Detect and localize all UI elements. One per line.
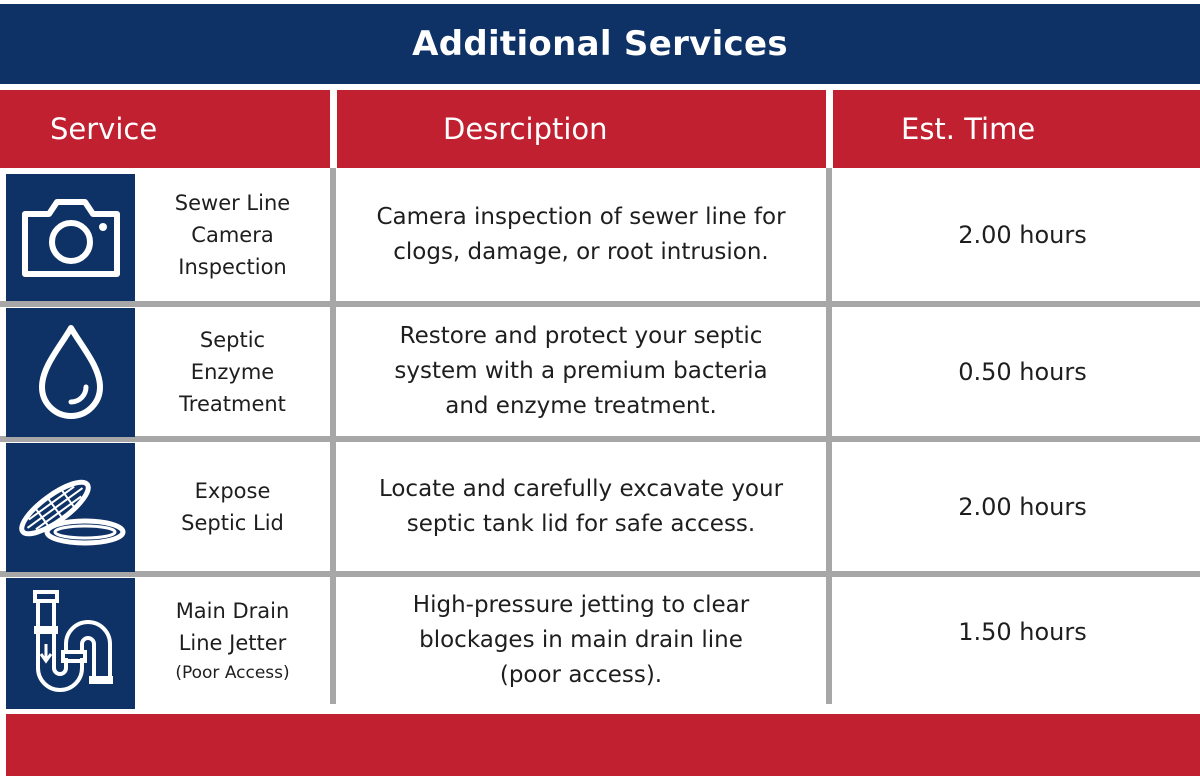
page-title: Additional Services bbox=[412, 24, 788, 64]
service-name-line: Expose bbox=[194, 478, 271, 503]
description-line: septic tank lid for safe access. bbox=[406, 510, 756, 537]
camera-icon-box bbox=[6, 174, 135, 301]
description-line: Locate and carefully excavate your bbox=[378, 475, 784, 502]
service-description bbox=[342, 168, 820, 301]
service-name-line: Camera bbox=[191, 222, 274, 247]
header-service bbox=[0, 90, 330, 168]
service-description bbox=[342, 577, 820, 704]
description-line: blockages in main drain line bbox=[419, 627, 743, 653]
service-name-line: Treatment bbox=[179, 391, 286, 416]
header-time-label: Est. Time bbox=[901, 112, 1036, 146]
water-drop-icon bbox=[36, 323, 106, 423]
camera-icon bbox=[19, 196, 123, 280]
service-name bbox=[135, 168, 330, 301]
water-drop-icon-box bbox=[6, 308, 135, 437]
service-time: 2.00 hours bbox=[958, 492, 1087, 521]
description-line: Restore and protect your septic bbox=[399, 323, 763, 349]
header-service-label: Service bbox=[50, 112, 158, 146]
service-name-line: Septic bbox=[199, 327, 266, 352]
service-time: 1.50 hours bbox=[958, 618, 1087, 646]
service-name-line: Line Jetter bbox=[178, 630, 287, 655]
header-description-label: Desrciption bbox=[443, 112, 608, 146]
service-time: 2.00 hours bbox=[958, 220, 1087, 249]
description-line: system with a premium bacteria bbox=[394, 358, 768, 384]
description-line: High-pressure jetting to clear bbox=[412, 592, 750, 618]
service-name-line: Inspection bbox=[178, 254, 287, 279]
service-name-line: Sewer Line bbox=[174, 190, 291, 215]
description-line: (poor access). bbox=[499, 662, 663, 688]
service-name-line: Septic Lid bbox=[181, 510, 284, 535]
header-time bbox=[833, 90, 1200, 168]
septic-lid-icon bbox=[15, 468, 127, 548]
service-description bbox=[342, 307, 820, 436]
description-line: clogs, damage, or root intrusion. bbox=[393, 238, 769, 265]
service-description bbox=[342, 442, 820, 571]
drain-pipe-icon bbox=[21, 588, 121, 700]
description-line: and enzyme treatment. bbox=[445, 393, 717, 419]
drain-pipe-icon-box bbox=[6, 578, 135, 709]
service-name bbox=[135, 577, 330, 704]
service-time: 0.50 hours bbox=[958, 357, 1087, 386]
header-description bbox=[337, 90, 826, 168]
service-name-subtitle: (Poor Access) bbox=[175, 662, 290, 683]
septic-lid-icon-box bbox=[6, 443, 135, 572]
service-name-line: Enzyme bbox=[190, 359, 275, 384]
service-name-line: Main Drain bbox=[175, 598, 290, 623]
title-bar bbox=[0, 4, 1200, 84]
service-name bbox=[135, 442, 330, 571]
footer-bar bbox=[6, 714, 1200, 776]
description-line: Camera inspection of sewer line for bbox=[376, 203, 786, 230]
service-name bbox=[135, 307, 330, 436]
